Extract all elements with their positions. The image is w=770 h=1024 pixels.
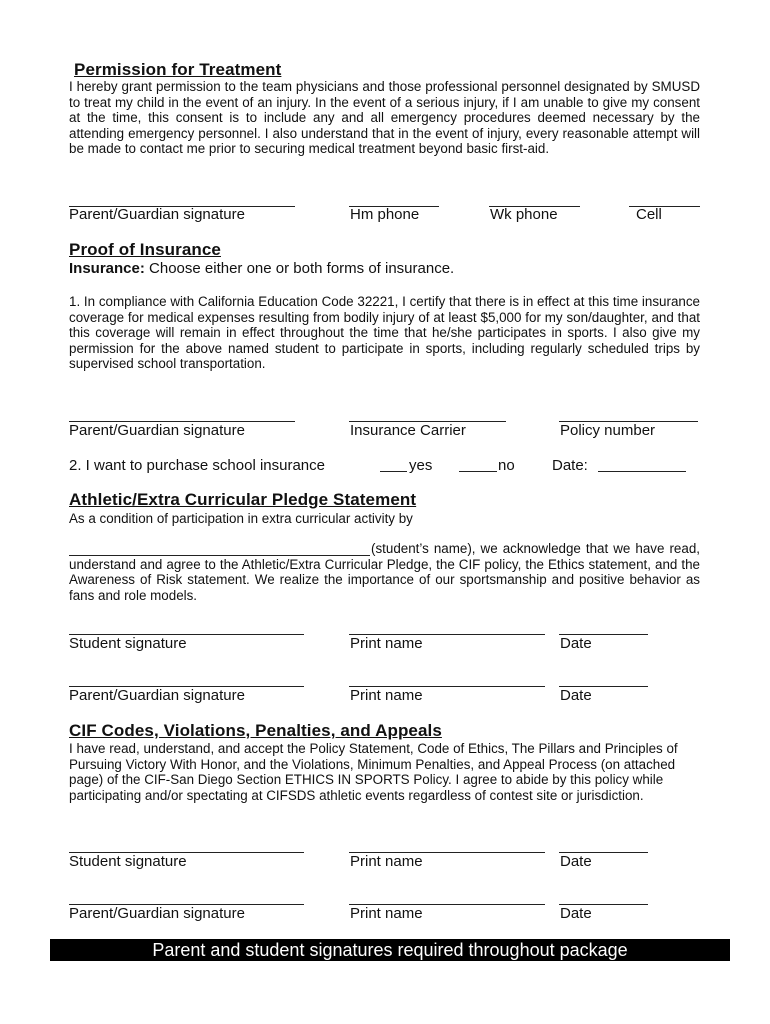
insurance-no-blank[interactable] (459, 471, 497, 472)
pledge-heading: Athletic/Extra Curricular Pledge Statement (69, 490, 417, 509)
cell-phone-label: Cell (636, 206, 662, 223)
cif-student-signature-label: Student signature (69, 853, 187, 870)
signatures-required-banner: Parent and student signatures required throughout package (50, 939, 730, 961)
insurance-parent-signature-label: Parent/Guardian signature (69, 422, 245, 439)
cif-body: I have read, understand, and accept the Policy Statement, Code of Ethics, The Pillars and Principles of Pursuing Victory With Honor, and the Violations, Minimum Penalties, and Appeal Process (on attached page) of the CIF-San Diego Section ETHICS IN SPORTS Policy. I agree to abide by this policy while participating and/or spectating at CIFSDS athletic events regardless of contest site or jurisdiction. (69, 741, 678, 803)
work-phone-label: Wk phone (490, 206, 558, 223)
insurance-yes-label: yes (409, 457, 433, 474)
insurance-date-label: Date: (552, 457, 588, 474)
pledge-parent-date-label: Date (560, 687, 592, 704)
cif-parent-date-label: Date (560, 905, 592, 922)
pledge-parent-print-name-label: Print name (350, 687, 423, 704)
insurance-date-blank[interactable] (598, 471, 686, 472)
cif-parent-print-name-label: Print name (350, 905, 423, 922)
permission-heading: Permission for Treatment (74, 60, 282, 79)
pledge-student-signature-label: Student signature (69, 635, 187, 652)
insurance-heading: Proof of Insurance (69, 240, 221, 259)
cif-student-date-label: Date (560, 853, 592, 870)
student-name-blank[interactable] (69, 555, 370, 556)
cif-student-print-name-label: Print name (350, 853, 423, 870)
pledge-student-date-label: Date (560, 635, 592, 652)
insurance-item-2-text: 2. I want to purchase school insurance (69, 457, 325, 474)
insurance-intro (69, 260, 454, 277)
pledge-body: (student’s name), we acknowledge that we have read, understand and agree to the Athletic/Extra Curricular Pledge, the CIF policy, the Ethics statement, and the Awareness of Risk statement. We realize the importance of our sportsmanship and positive behavior as fans and role models. (69, 541, 700, 603)
home-phone-label: Hm phone (350, 206, 420, 223)
insurance-item-1: 1. In compliance with California Education Code 32221, I certify that there is in effect at this time insurance coverage for medical expenses resulting from bodily injury of at least $5,000 for my son/daughter, and that this coverage will remain in effect throughout the time that he/she participates in sports. I also give my permission for the above named student to participate in sports, including regularly scheduled trips by supervised school transportation. (69, 294, 700, 372)
pledge-student-print-name-label: Print name (350, 635, 423, 652)
insurance-yes-blank[interactable] (380, 471, 407, 472)
pledge-intro: As a condition of participation in extra curricular activity by (69, 511, 413, 526)
insurance-intro-text: Choose either one or both forms of insurance. (144, 260, 455, 277)
policy-number-label: Policy number (560, 422, 656, 439)
insurance-intro-bold: Insurance: (69, 260, 145, 277)
permission-body: I hereby grant permission to the team physicians and those professional personnel designated by SMUSD to treat my child in the event of an injury. In the event of a serious injury, if I am unable to give my consent at the time, this consent is to include any and all emergency procedures deemed necessary by the attending emergency personnel. I also understand that in the event of injury, every reasonable attempt will be made to contact me prior to securing medical treatment beyond basic first-aid. (69, 79, 700, 157)
pledge-parent-signature-label: Parent/Guardian signature (69, 687, 245, 704)
insurance-carrier-label: Insurance Carrier (350, 422, 466, 439)
parent-signature-label: Parent/Guardian signature (69, 206, 245, 223)
cif-heading: CIF Codes, Violations, Penalties, and Appeals (69, 721, 442, 740)
cif-parent-signature-label: Parent/Guardian signature (69, 905, 245, 922)
insurance-no-label: no (498, 457, 515, 474)
